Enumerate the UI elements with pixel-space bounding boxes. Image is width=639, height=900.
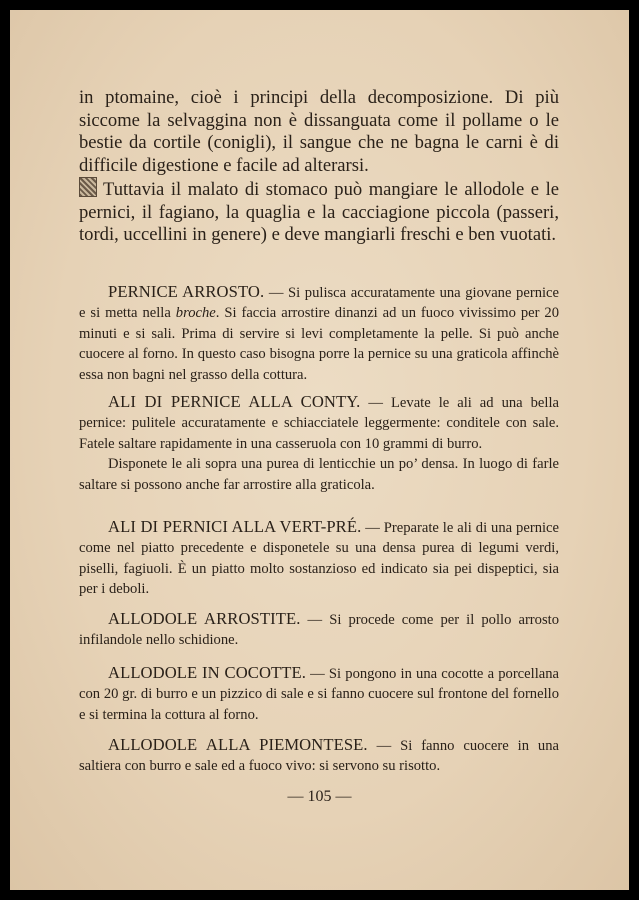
recipe-ali-pernice-conty <box>79 392 559 495</box>
recipe-title: ALLODOLE IN COCOTTE. <box>108 663 306 682</box>
recipe-body: — Levate le ali ad una bella pernice: pulitele accuratamente e schiacciatele leggermente: conditele con sale. Fatele saltare rapidamente in una casseruola con 10 grammi di burro. <box>79 395 559 452</box>
intro-text <box>79 87 559 247</box>
recipe-title: ALLODOLE ARROSTITE. <box>108 609 301 628</box>
recipe-title: ALI DI PERNICE ALLA CONTY. <box>108 392 361 411</box>
recipe-title: ALLODOLE ALLA PIEMONTESE. <box>108 735 368 754</box>
recipe-body: — Preparate le ali di una pernice come nel piatto precedente e disponetele su una densa purea di legumi verdi, piselli, fagiuoli. È un piatto molto sostanzioso ed indicato sia pei dispeptici, sia per i deboli. <box>79 520 559 598</box>
paragraph-ornament-icon <box>79 177 97 197</box>
recipe-body: — Si pongono in una cocotte a porcellana con 20 gr. di burro e un pizzico di sale e si fanno cuocere sul frontone del fornello e si termina la cottura al forno. <box>79 666 559 723</box>
recipe-allodole-in-cocotte <box>79 663 559 725</box>
intro-paragraph-2: Tuttavia il malato di stomaco può mangiare le allodole e le pernici, il fagiano, la quaglia e la cacciagione piccola (passeri, tordi, uccellini in genere) e deve mangiarli freschi e ben vuotati. <box>79 179 559 245</box>
recipe-body: — Si procede come per il pollo arrosto infilandole nello schidione. <box>79 612 559 649</box>
recipe-body-second-paragraph: Disponete le ali sopra una purea di lenticchie un po’ densa. In luogo di farle saltare si possono anche far arrostire alla graticola. <box>79 456 559 493</box>
recipe-pernice-arrosto <box>79 282 559 385</box>
recipe-title: PERNICE ARROSTO. <box>108 282 265 301</box>
recipe-ali-pernici-vert-pre <box>79 517 559 600</box>
book-page <box>10 10 629 890</box>
recipe-allodole-arrostite <box>79 609 559 651</box>
intro-paragraph-1: in ptomaine, cioè i principi della decomposizione. Di più siccome la selvaggina non è dissanguata come il pollame o le bestie da cortile (conigli), il sangue che ne bagna le carni è di difficile digestione e facile ad alterarsi. <box>79 87 559 176</box>
recipe-body: — Si pulisca accuratamente una giovane pernice e si metta nella <box>79 285 559 322</box>
page-number: — 105 — <box>287 788 352 805</box>
recipe-allodole-alla-piemontese <box>79 735 559 777</box>
recipe-body-italic: broche <box>175 305 216 322</box>
recipe-title: ALI DI PERNICI ALLA VERT-PRÉ. <box>108 517 362 536</box>
recipe-body-continued: . Si faccia arrostire dinanzi ad un fuoco vivissimo per 20 minuti e si sali. Prima di servire si levi completamente la pelle. Si può anche cuocere al forno. In questo caso bisogna porre la pernice su una graticola affinchè essa non bagni nel grasso della cottura. <box>79 305 559 383</box>
recipe-body: — Si fanno cuocere in una saltiera con burro e sale ed a fuoco vivo: si servono su risotto. <box>79 738 559 775</box>
